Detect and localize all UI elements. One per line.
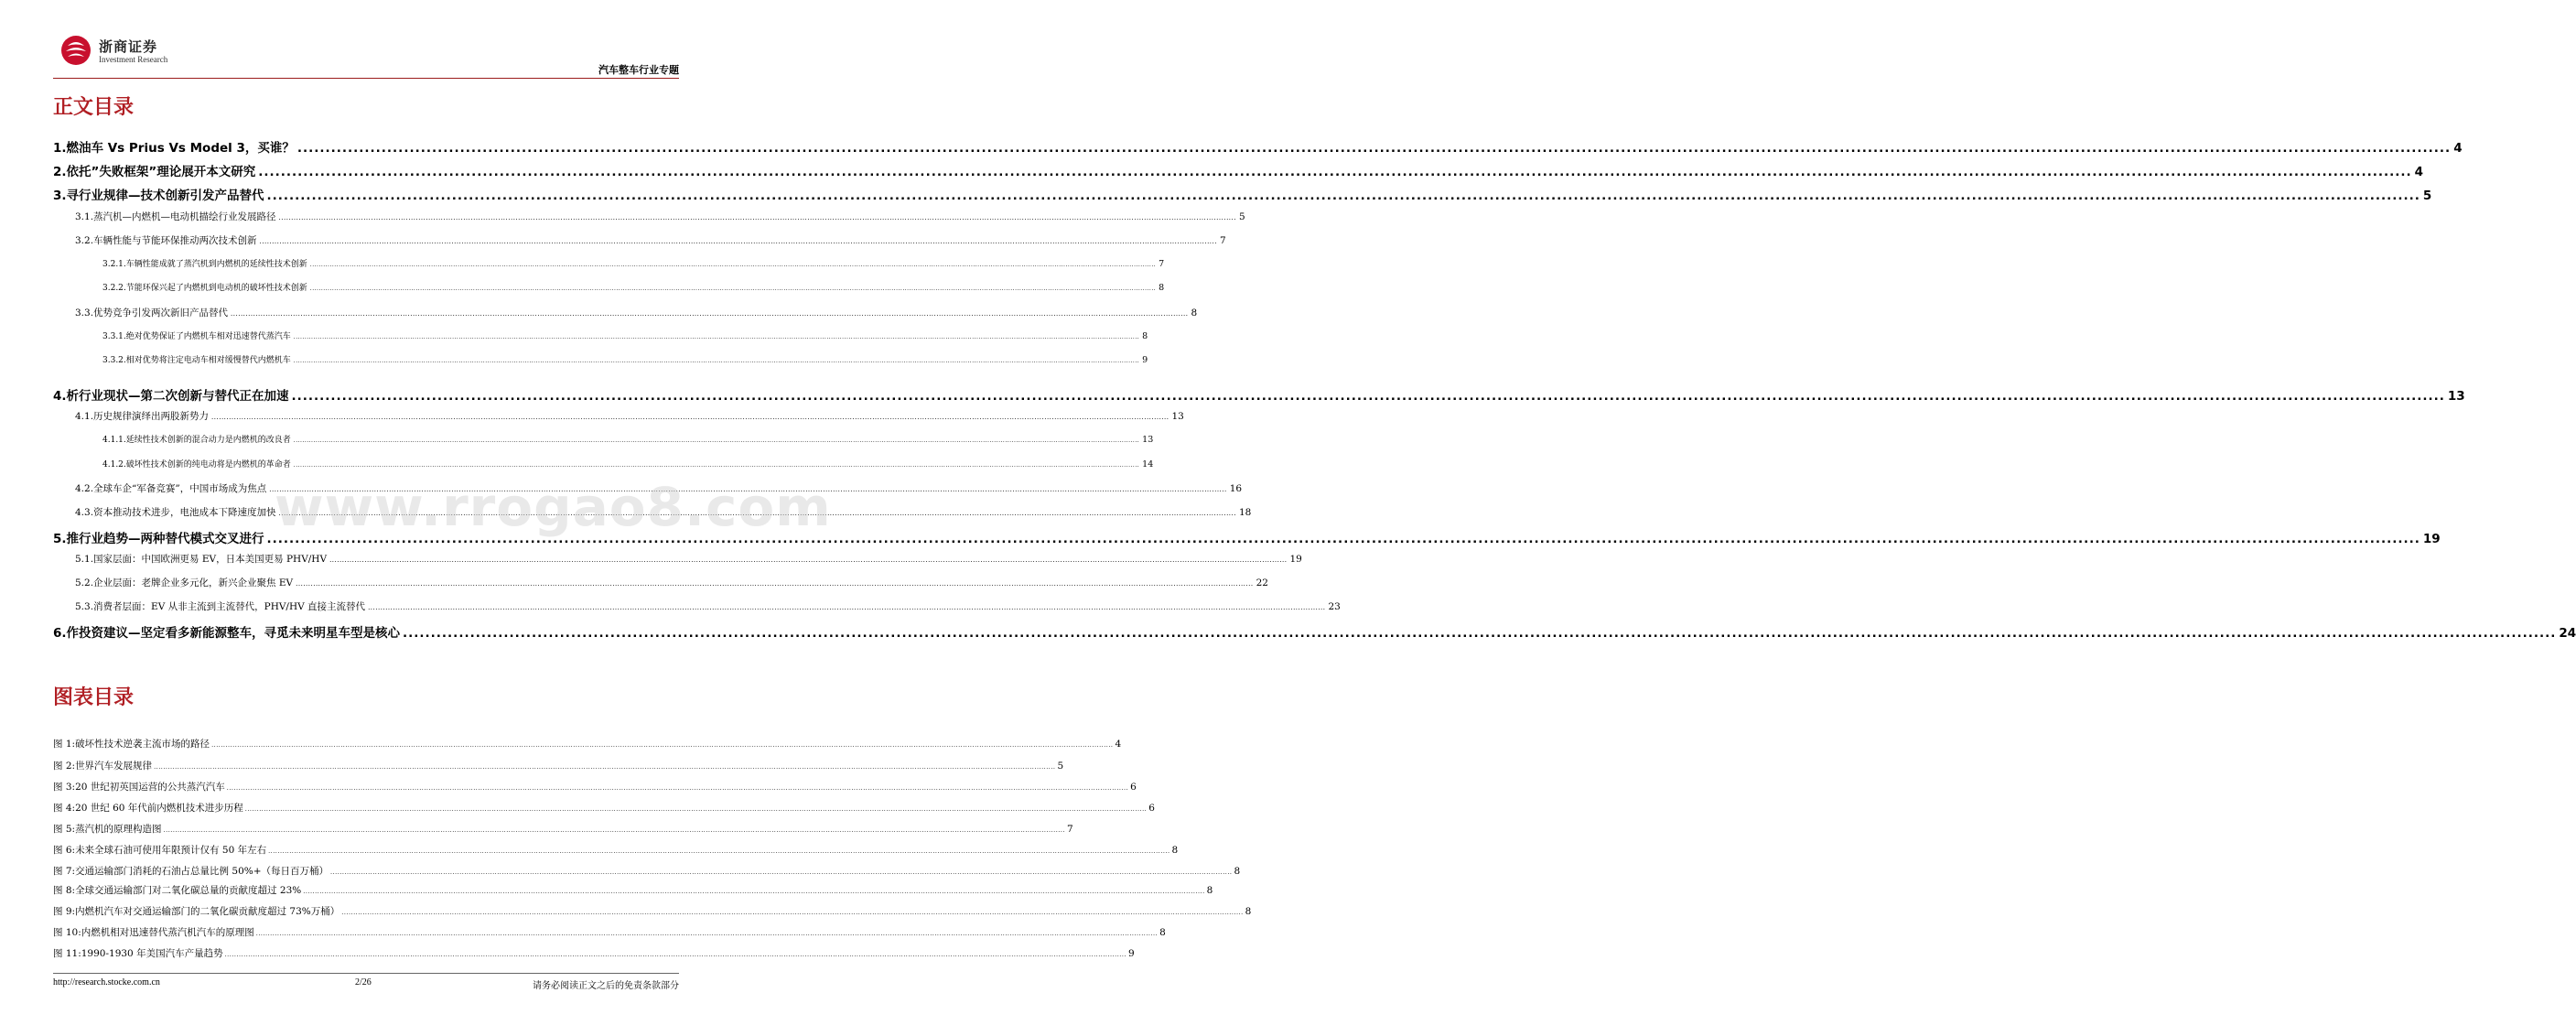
toc-entry-page: 7 <box>1159 259 1165 269</box>
figure-entry-title: 世界汽车发展规律 <box>75 761 153 772</box>
toc-leader-dots <box>279 214 1236 221</box>
toc-entry-title: 推行业趋势—两种替代模式交叉进行 <box>66 532 264 546</box>
toc-entry-page: 14 <box>1142 459 1154 469</box>
figure-entry-title: 蒸汽机的原理构造图 <box>75 824 162 835</box>
toc-entry-title: 历史规律演绎出两股新势力 <box>93 411 210 422</box>
toc-entry[interactable] <box>53 385 2465 404</box>
figure-entry[interactable] <box>53 843 1179 857</box>
toc-entry-title: 企业层面：老牌企业多元化，新兴企业聚焦 EV <box>93 577 294 588</box>
figure-entry-number: 图 5: <box>53 824 76 835</box>
toc-entry-number: 5.3. <box>75 601 94 612</box>
toc-entry-title: 优势竞争引发两次新旧产品替代 <box>93 308 229 318</box>
figure-leader-dots <box>268 847 1169 855</box>
toc-entry[interactable] <box>53 622 2576 641</box>
toc-entry-page: 22 <box>1256 577 1268 588</box>
toc-entry[interactable] <box>75 233 1226 247</box>
figure-entry[interactable] <box>53 759 1064 772</box>
toc-entry-number: 4.2. <box>75 483 94 494</box>
figure-entry-number: 图 4: <box>53 803 76 814</box>
toc-title: 正文目录 <box>53 96 135 119</box>
toc-entry-title: 资本推动技术进步，电池成本下降速度加快 <box>93 507 276 518</box>
toc-entry-title: 延续性技术创新的混合动力是内燃机的改良者 <box>125 436 291 445</box>
toc-leader-dots <box>258 165 2411 179</box>
toc-entry[interactable] <box>75 210 1245 223</box>
toc-leader-dots <box>292 389 2445 404</box>
figure-leader-dots <box>164 826 1065 834</box>
footer-url[interactable]: http://research.stocke.com.cn <box>53 977 160 987</box>
figure-leader-dots <box>211 741 1113 749</box>
toc-entry[interactable] <box>75 409 1184 423</box>
toc-entry-title: 绝对优势保证了内燃机车相对迅速替代蒸汽车 <box>125 332 291 341</box>
figure-leader-dots <box>225 951 1126 958</box>
figure-entry[interactable] <box>53 801 1155 815</box>
toc-entry[interactable] <box>53 137 2463 156</box>
toc-entry-page: 13 <box>1171 411 1184 422</box>
figure-entry-page: 4 <box>1115 739 1122 750</box>
toc-entry-number: 5.2. <box>75 577 94 588</box>
toc-entry-number: 3.2.1. <box>102 260 126 269</box>
toc-entry-page: 4 <box>2414 165 2423 179</box>
figure-entry-page: 9 <box>1128 948 1135 959</box>
toc-leader-dots <box>267 189 2420 203</box>
toc-entry-page: 19 <box>1289 554 1302 565</box>
toc-entry-page: 5 <box>1238 211 1245 222</box>
figure-entry-title: 全球交通运输部门对二氧化碳总量的贡献度超过 23% <box>75 885 302 896</box>
footer-divider <box>53 973 679 974</box>
toc-entry-number: 3.2. <box>75 235 94 246</box>
toc-leader-dots <box>296 580 1253 588</box>
figure-entry[interactable] <box>53 864 1241 878</box>
toc-entry[interactable] <box>53 161 2423 179</box>
company-logo-icon <box>60 35 92 66</box>
figure-entry[interactable] <box>53 780 1137 793</box>
toc-entry-page: 13 <box>2447 389 2465 404</box>
header-divider <box>53 78 679 79</box>
watermark: www.rrogao8.com <box>275 476 832 538</box>
toc-entry-title: 依托”失败框架”理论展开本文研究 <box>66 165 256 179</box>
figure-entry-title: 交通运输部门消耗的石油占总量比例 50%+（每日百万桶） <box>75 866 329 877</box>
toc-leader-dots <box>310 286 1156 292</box>
toc-entry-number: 3.3.1. <box>102 332 126 341</box>
figure-entry[interactable] <box>53 904 1252 918</box>
figure-entry-title: 20 世纪 60 年代前内燃机技术进步历程 <box>75 803 243 814</box>
figure-entry-title: 1990-1930 年美国汽车产量趋势 <box>81 948 223 959</box>
toc-entry-number: 5.1. <box>75 554 94 565</box>
toc-entry-page: 5 <box>2422 189 2432 203</box>
toc-leader-dots <box>368 604 1325 611</box>
toc-entry-number: 4.1.2. <box>102 460 126 469</box>
toc-entry-title: 相对优势将注定电动车相对缓慢替代内燃机车 <box>125 356 291 365</box>
figure-entry-page: 6 <box>1130 782 1137 793</box>
figure-entry[interactable] <box>53 925 1166 939</box>
toc-entry-number: 3.1. <box>75 211 94 222</box>
toc-leader-dots <box>294 358 1139 364</box>
toc-leader-dots <box>231 310 1188 318</box>
toc-entry[interactable] <box>102 257 1165 269</box>
toc-entry-title: 车辆性能与节能环保推动两次技术创新 <box>93 235 257 246</box>
figure-entry-title: 20 世纪初英国运营的公共蒸汽汽车 <box>75 782 225 793</box>
toc-entry-number: 4.3. <box>75 507 94 518</box>
toc-entry-title: 蒸汽机—内燃机—电动机描绘行业发展路径 <box>93 211 276 222</box>
toc-leader-dots <box>211 414 1169 421</box>
toc-entry-title: 破坏性技术创新的纯电动将是内燃机的革命者 <box>125 460 291 469</box>
figure-entry-title: 内燃机汽车对交通运输部门的二氧化碳贡献度超过 73%万桶） <box>75 906 340 917</box>
toc-entry-title: 作投资建议—坚定看多新能源整车，寻觅未来明星车型是核心 <box>66 626 401 641</box>
figure-entry-page: 5 <box>1057 761 1064 772</box>
brand-subtitle: Investment Research <box>99 55 168 64</box>
figure-entry-page: 7 <box>1066 824 1073 835</box>
figure-leader-dots <box>245 805 1147 813</box>
toc-leader-dots <box>294 437 1139 444</box>
toc-entry[interactable] <box>102 281 1165 293</box>
toc-entry-number: 3. <box>53 189 67 203</box>
toc-entry-number: 5. <box>53 532 67 546</box>
figure-leader-dots <box>256 930 1158 937</box>
toc-entry-page: 23 <box>1328 601 1341 612</box>
figure-entry-number: 图 1: <box>53 739 76 750</box>
toc-entry[interactable] <box>75 552 1302 566</box>
toc-leader-dots <box>403 626 2556 641</box>
toc-entry-number: 1. <box>53 141 67 156</box>
figure-entry-number: 图 9: <box>53 906 76 917</box>
figure-entry-number: 图 10: <box>53 927 81 938</box>
toc-entry-title: 车辆性能成就了蒸汽机到内燃机的延续性技术创新 <box>125 260 307 269</box>
toc-entry[interactable] <box>102 329 1148 341</box>
figure-entry-title: 未来全球石油可使用年限预计仅有 50 年左右 <box>75 845 267 856</box>
toc-entry[interactable] <box>102 458 1154 469</box>
toc-entry-page: 8 <box>1191 308 1198 318</box>
toc-entry-page: 16 <box>1229 483 1243 494</box>
toc-entry-page: 18 <box>1238 507 1252 518</box>
toc-entry[interactable] <box>53 185 2432 203</box>
figure-entry-page: 8 <box>1159 927 1166 938</box>
figure-entry-title: 破坏性技术逆袭主流市场的路径 <box>75 739 210 750</box>
figure-entry-number: 图 2: <box>53 761 76 772</box>
figure-leader-dots <box>154 763 1055 771</box>
figure-leader-dots <box>227 784 1128 792</box>
toc-leader-dots <box>310 262 1156 268</box>
figure-entry-page: 8 <box>1171 845 1179 856</box>
toc-entry-title: 节能环保兴起了内燃机到电动机的破坏性技术创新 <box>125 284 307 293</box>
toc-entry-number: 4.1. <box>75 411 94 422</box>
figure-leader-dots <box>303 888 1204 895</box>
figure-entry[interactable] <box>53 946 1135 960</box>
toc-entry-page: 13 <box>1142 435 1154 445</box>
toc-entry-number: 3.3.2. <box>102 356 126 365</box>
figure-entry-number: 图 6: <box>53 845 76 856</box>
toc-entry-number: 4.1.1. <box>102 436 126 445</box>
toc-entry-number: 4. <box>53 389 67 404</box>
toc-entry-title: 全球车企“军备竞赛”，中国市场成为焦点 <box>93 483 267 494</box>
toc-entry-title: 消费者层面：EV 从非主流到主流替代，PHV/HV 直接主流替代 <box>93 601 366 612</box>
toc-entry-title: 寻行业规律—技术创新引发产品替代 <box>66 189 264 203</box>
figure-entry-page: 8 <box>1234 866 1241 877</box>
toc-entry-number: 3.2.2. <box>102 284 126 293</box>
toc-entry-page: 7 <box>1219 235 1226 246</box>
figure-entry-number: 图 7: <box>53 866 76 877</box>
brand-name: 浙商证券 <box>99 38 158 55</box>
figure-entry[interactable] <box>53 737 1122 750</box>
toc-entry-number: 3.3. <box>75 308 94 318</box>
figure-list-title: 图表目录 <box>53 686 135 709</box>
toc-entry-number: 6. <box>53 626 67 641</box>
toc-leader-dots <box>294 462 1139 469</box>
figure-entry[interactable] <box>53 822 1073 836</box>
figure-entry-title: 内燃机相对迅速替代蒸汽机汽车的原理图 <box>81 927 254 938</box>
figure-leader-dots <box>341 909 1243 916</box>
page-number: 2/26 <box>355 977 372 987</box>
toc-leader-dots <box>297 141 2451 156</box>
figure-entry-page: 8 <box>1206 885 1213 896</box>
toc-entry-number: 2. <box>53 165 67 179</box>
footer-disclaimer: 请务必阅读正文之后的免责条款部分 <box>533 981 679 991</box>
toc-entry-page: 8 <box>1159 283 1165 293</box>
toc-leader-dots <box>329 556 1287 564</box>
toc-entry-title: 燃油车 Vs Prius Vs Model 3，买谁？ <box>66 141 295 156</box>
toc-entry-page: 19 <box>2422 532 2441 546</box>
toc-entry-title: 国家层面：中国欧洲更易 EV，日本美国更易 PHV/HV <box>93 554 328 565</box>
report-category: 汽车整车行业专题 <box>598 64 679 76</box>
toc-entry-page: 8 <box>1142 331 1148 341</box>
toc-entry[interactable] <box>102 353 1148 365</box>
figure-entry[interactable] <box>53 883 1213 897</box>
toc-entry[interactable] <box>75 576 1268 589</box>
toc-entry-title: 析行业现状—第二次创新与替代正在加速 <box>66 389 289 404</box>
figure-entry-page: 8 <box>1245 906 1252 917</box>
toc-leader-dots <box>260 238 1217 245</box>
toc-leader-dots <box>294 334 1139 340</box>
figure-entry-number: 图 11: <box>53 948 81 959</box>
figure-entry-page: 6 <box>1148 803 1155 814</box>
toc-entry[interactable] <box>75 306 1198 319</box>
toc-entry-page: 9 <box>1142 355 1148 365</box>
toc-entry-page: 24 <box>2559 626 2576 641</box>
toc-entry[interactable] <box>75 599 1341 613</box>
figure-entry-number: 图 3: <box>53 782 76 793</box>
toc-entry-page: 4 <box>2453 141 2463 156</box>
figure-entry-number: 图 8: <box>53 885 76 896</box>
toc-entry[interactable] <box>102 433 1154 445</box>
figure-leader-dots <box>330 869 1232 876</box>
